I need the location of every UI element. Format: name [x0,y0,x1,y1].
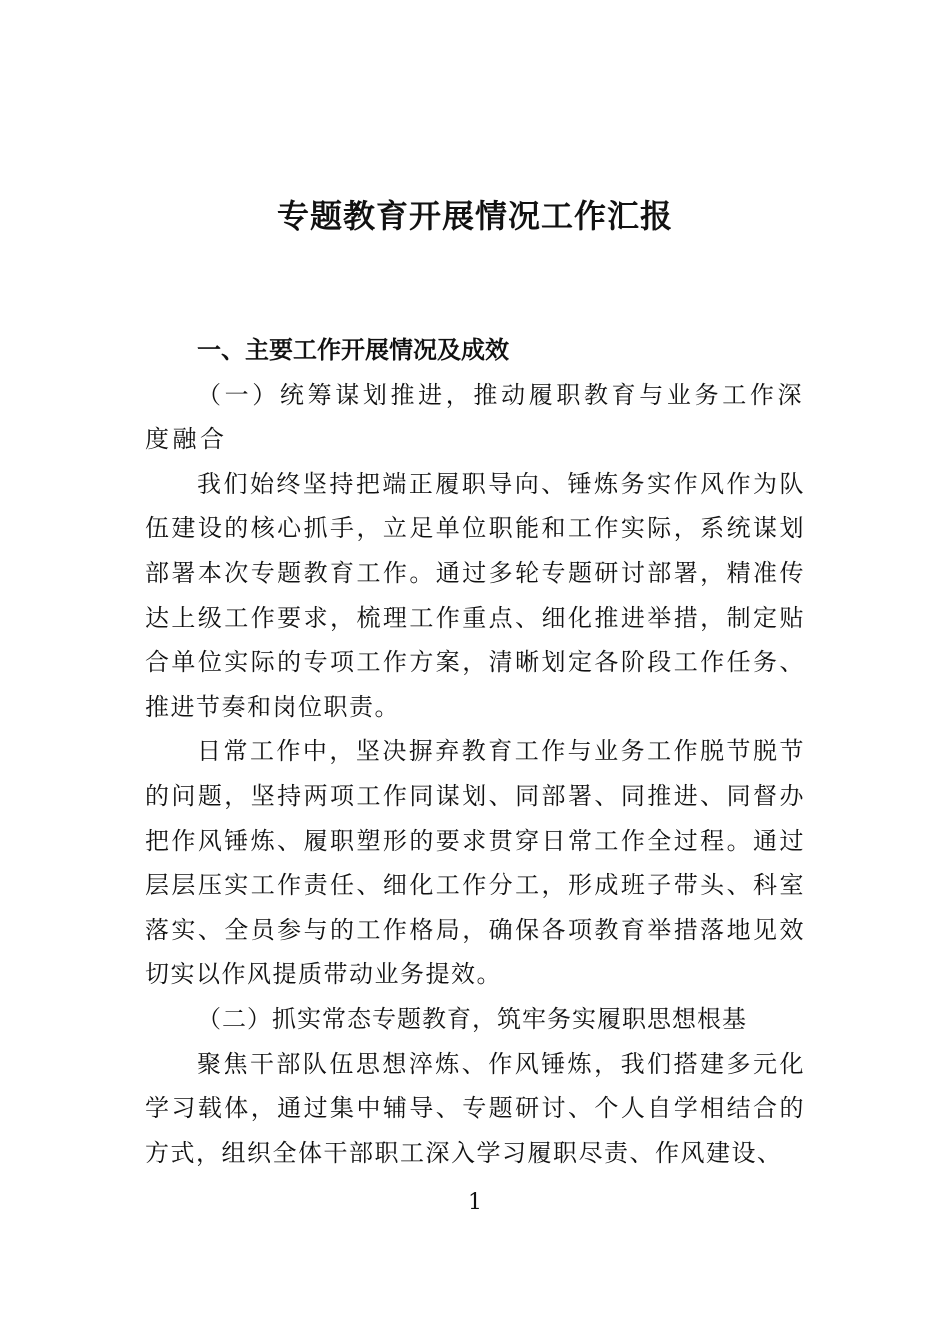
subsection-heading: （一）统筹谋划推进，推动履职教育与业务工作深度融合 [145,380,805,454]
body-paragraph: 聚焦干部队伍思想淬炼、作风锤炼，我们搭建多元化学习载体，通过集中辅导、专题研讨、个人自学相结合的方式，组织全体干部职工深入学习履职尽责、作风建设、 [145,1049,805,1167]
page-number: 1 [468,1190,482,1215]
body-paragraph: 日常工作中，坚决摒弃教育工作与业务工作脱节脱节的问题，坚持两项工作同谋划、同部署、同推进、同督办把作风锤炼、履职塑形的要求贯穿日常工作全过程。通过层层压实工作责任、细化工作分工，形成班子带头、科室落实、全员参与的工作格局，确保各项教育举措落地见效切实以作风提质带动业务提效。 [145,737,805,989]
document-title: 专题教育开展情况工作汇报 [276,197,673,235]
subsection-heading: （二）抓实常态专题教育，筑牢务实履职思想根基 [197,1004,747,1033]
document-body [145,328,805,1175]
body-paragraph: 我们始终坚持把端正履职导向、锤炼务实作风作为队伍建设的核心抓手，立足单位职能和工作实际，系统谋划部署本次专题教育工作。通过多轮专题研讨部署，精准传达上级工作要求，梳理工作重点、细化推进举措，制定贴合单位实际的专项工作方案，清晰划定各阶段工作任务、推进节奏和岗位职责。 [145,469,805,721]
section-heading: 一、主要工作开展情况及成效 [197,336,509,364]
